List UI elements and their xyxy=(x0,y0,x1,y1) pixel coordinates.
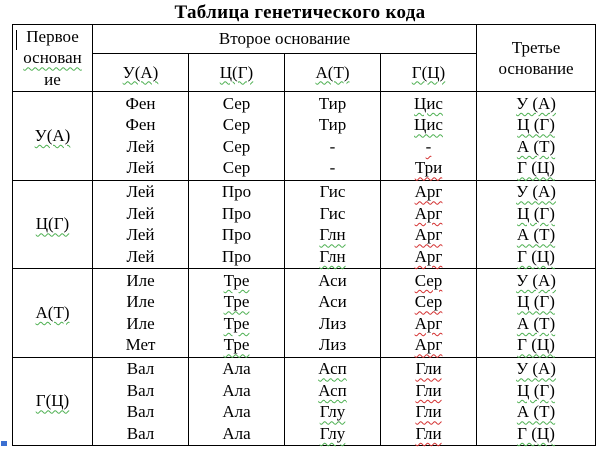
amino-acid: Тре xyxy=(223,292,250,312)
amino-acid-cell xyxy=(93,180,189,269)
amino-acid: Гли xyxy=(415,423,442,443)
subheader-c: Ц(Г) xyxy=(189,54,285,92)
amino-acid: Вал xyxy=(126,423,155,443)
amino-acid: - xyxy=(329,158,336,178)
genetic-code-table xyxy=(12,24,596,446)
amino-acid: Мет xyxy=(125,335,156,355)
amino-acid: Тир xyxy=(318,93,347,113)
amino-acid: Про xyxy=(221,203,252,223)
amino-acid: Сер xyxy=(222,115,251,135)
amino-acid-cell xyxy=(93,269,189,358)
amino-acid: Арг xyxy=(414,225,443,245)
third-base-label: А (Т) xyxy=(516,225,556,245)
amino-acid-cell xyxy=(189,92,285,181)
third-base-cell xyxy=(477,180,596,269)
third-base-label: Ц (Г) xyxy=(517,292,555,312)
third-base-label: Ц (Г) xyxy=(517,380,555,400)
amino-acid: Гли xyxy=(415,380,442,400)
amino-acid: Гли xyxy=(415,359,442,379)
third-base-label: Г (Ц) xyxy=(517,335,555,355)
amino-acid: Лиз xyxy=(318,313,347,333)
amino-acid: Вал xyxy=(126,380,155,400)
third-base-label: А (Т) xyxy=(516,313,556,333)
amino-acid: Тре xyxy=(223,335,250,355)
third-base-label: Ц (Г) xyxy=(517,203,555,223)
amino-acid-cell xyxy=(189,180,285,269)
table-title: Таблица генетического кода xyxy=(174,2,426,23)
amino-acid: Лей xyxy=(126,136,155,156)
third-base-label: Г (Ц) xyxy=(517,158,555,178)
amino-acid: Асп xyxy=(318,359,347,379)
amino-acid: Аси xyxy=(318,292,347,312)
amino-acid: Сер xyxy=(222,158,251,178)
amino-acid: Лиз xyxy=(318,335,347,355)
first-base-cell: У(А) xyxy=(13,92,93,181)
subheader-a: А(Т) xyxy=(285,54,381,92)
third-base-cell xyxy=(477,92,596,181)
amino-acid: Арг xyxy=(414,246,443,266)
header-second-base: Второе основание xyxy=(93,25,477,54)
amino-acid: - xyxy=(425,136,432,156)
amino-acid: Арг xyxy=(414,313,443,333)
amino-acid-cell xyxy=(189,357,285,446)
third-base-label: У (А) xyxy=(516,182,556,202)
amino-acid: Лей xyxy=(126,246,155,266)
amino-acid: Фен xyxy=(125,115,156,135)
amino-acid: Сер xyxy=(414,292,443,312)
codon-group-row xyxy=(13,92,596,181)
amino-acid: Иле xyxy=(126,313,155,333)
amino-acid: Лей xyxy=(126,203,155,223)
amino-acid-cell xyxy=(381,357,477,446)
amino-acid: Вал xyxy=(126,359,155,379)
amino-acid: Арг xyxy=(414,182,443,202)
third-base-label: У (А) xyxy=(516,93,556,113)
table-anchor-icon xyxy=(0,440,8,448)
amino-acid: Асп xyxy=(318,380,347,400)
codon-group-row xyxy=(13,180,596,269)
amino-acid: Арг xyxy=(414,335,443,355)
amino-acid-cell xyxy=(189,269,285,358)
amino-acid: - xyxy=(329,136,336,156)
third-base-label: Г (Ц) xyxy=(517,246,555,266)
amino-acid: Аси xyxy=(318,270,347,290)
third-base-cell xyxy=(477,357,596,446)
amino-acid: Гис xyxy=(319,182,346,202)
amino-acid: Сер xyxy=(222,93,251,113)
amino-acid: Про xyxy=(221,225,252,245)
amino-acid: Гли xyxy=(415,402,442,422)
amino-acid: Лей xyxy=(126,225,155,245)
amino-acid: Тре xyxy=(223,270,250,290)
amino-acid: Лей xyxy=(126,158,155,178)
third-base-label: Г (Ц) xyxy=(517,423,555,443)
amino-acid: Иле xyxy=(126,270,155,290)
third-base-label: А (Т) xyxy=(516,402,556,422)
amino-acid: Глн xyxy=(319,225,346,245)
subheader-g: Г(Ц) xyxy=(381,54,477,92)
amino-acid: Глу xyxy=(319,402,346,422)
amino-acid: Сер xyxy=(414,270,443,290)
first-base-cell: А(Т) xyxy=(13,269,93,358)
amino-acid: Тре xyxy=(223,313,250,333)
amino-acid: Глн xyxy=(319,246,346,266)
amino-acid-cell xyxy=(285,269,381,358)
amino-acid-cell xyxy=(381,92,477,181)
amino-acid-cell xyxy=(381,180,477,269)
amino-acid: Цис xyxy=(414,93,443,113)
amino-acid: Глу xyxy=(319,423,346,443)
amino-acid: Цис xyxy=(414,115,443,135)
codon-group-row xyxy=(13,357,596,446)
codon-groups xyxy=(13,92,596,446)
amino-acid: Гис xyxy=(319,203,346,223)
header-first-base: Первое основан ие xyxy=(13,25,93,92)
amino-acid: Лей xyxy=(126,182,155,202)
amino-acid-cell xyxy=(285,180,381,269)
amino-acid-cell xyxy=(93,357,189,446)
amino-acid: Ала xyxy=(222,380,251,400)
amino-acid: Ала xyxy=(222,423,251,443)
amino-acid-cell xyxy=(381,269,477,358)
third-base-cell xyxy=(477,269,596,358)
subheader-u: У(А) xyxy=(93,54,189,92)
amino-acid-cell xyxy=(285,92,381,181)
amino-acid: Вал xyxy=(126,402,155,422)
amino-acid: Иле xyxy=(126,292,155,312)
amino-acid: Про xyxy=(221,246,252,266)
third-base-label: Ц (Г) xyxy=(517,115,555,135)
amino-acid: Про xyxy=(221,182,252,202)
third-base-label: У (А) xyxy=(516,270,556,290)
amino-acid: Ала xyxy=(222,402,251,422)
amino-acid: Фен xyxy=(125,93,156,113)
amino-acid: Тир xyxy=(318,115,347,135)
amino-acid: Сер xyxy=(222,136,251,156)
amino-acid-cell xyxy=(285,357,381,446)
third-base-label: А (Т) xyxy=(516,136,556,156)
codon-group-row xyxy=(13,269,596,358)
third-base-label: У (А) xyxy=(516,359,556,379)
first-base-cell: Ц(Г) xyxy=(13,180,93,269)
header-third-base: Третье основание xyxy=(477,25,596,92)
amino-acid: Арг xyxy=(414,203,443,223)
first-base-cell: Г(Ц) xyxy=(13,357,93,446)
amino-acid-cell xyxy=(93,92,189,181)
amino-acid: Ала xyxy=(222,359,251,379)
amino-acid: Три xyxy=(414,158,443,178)
